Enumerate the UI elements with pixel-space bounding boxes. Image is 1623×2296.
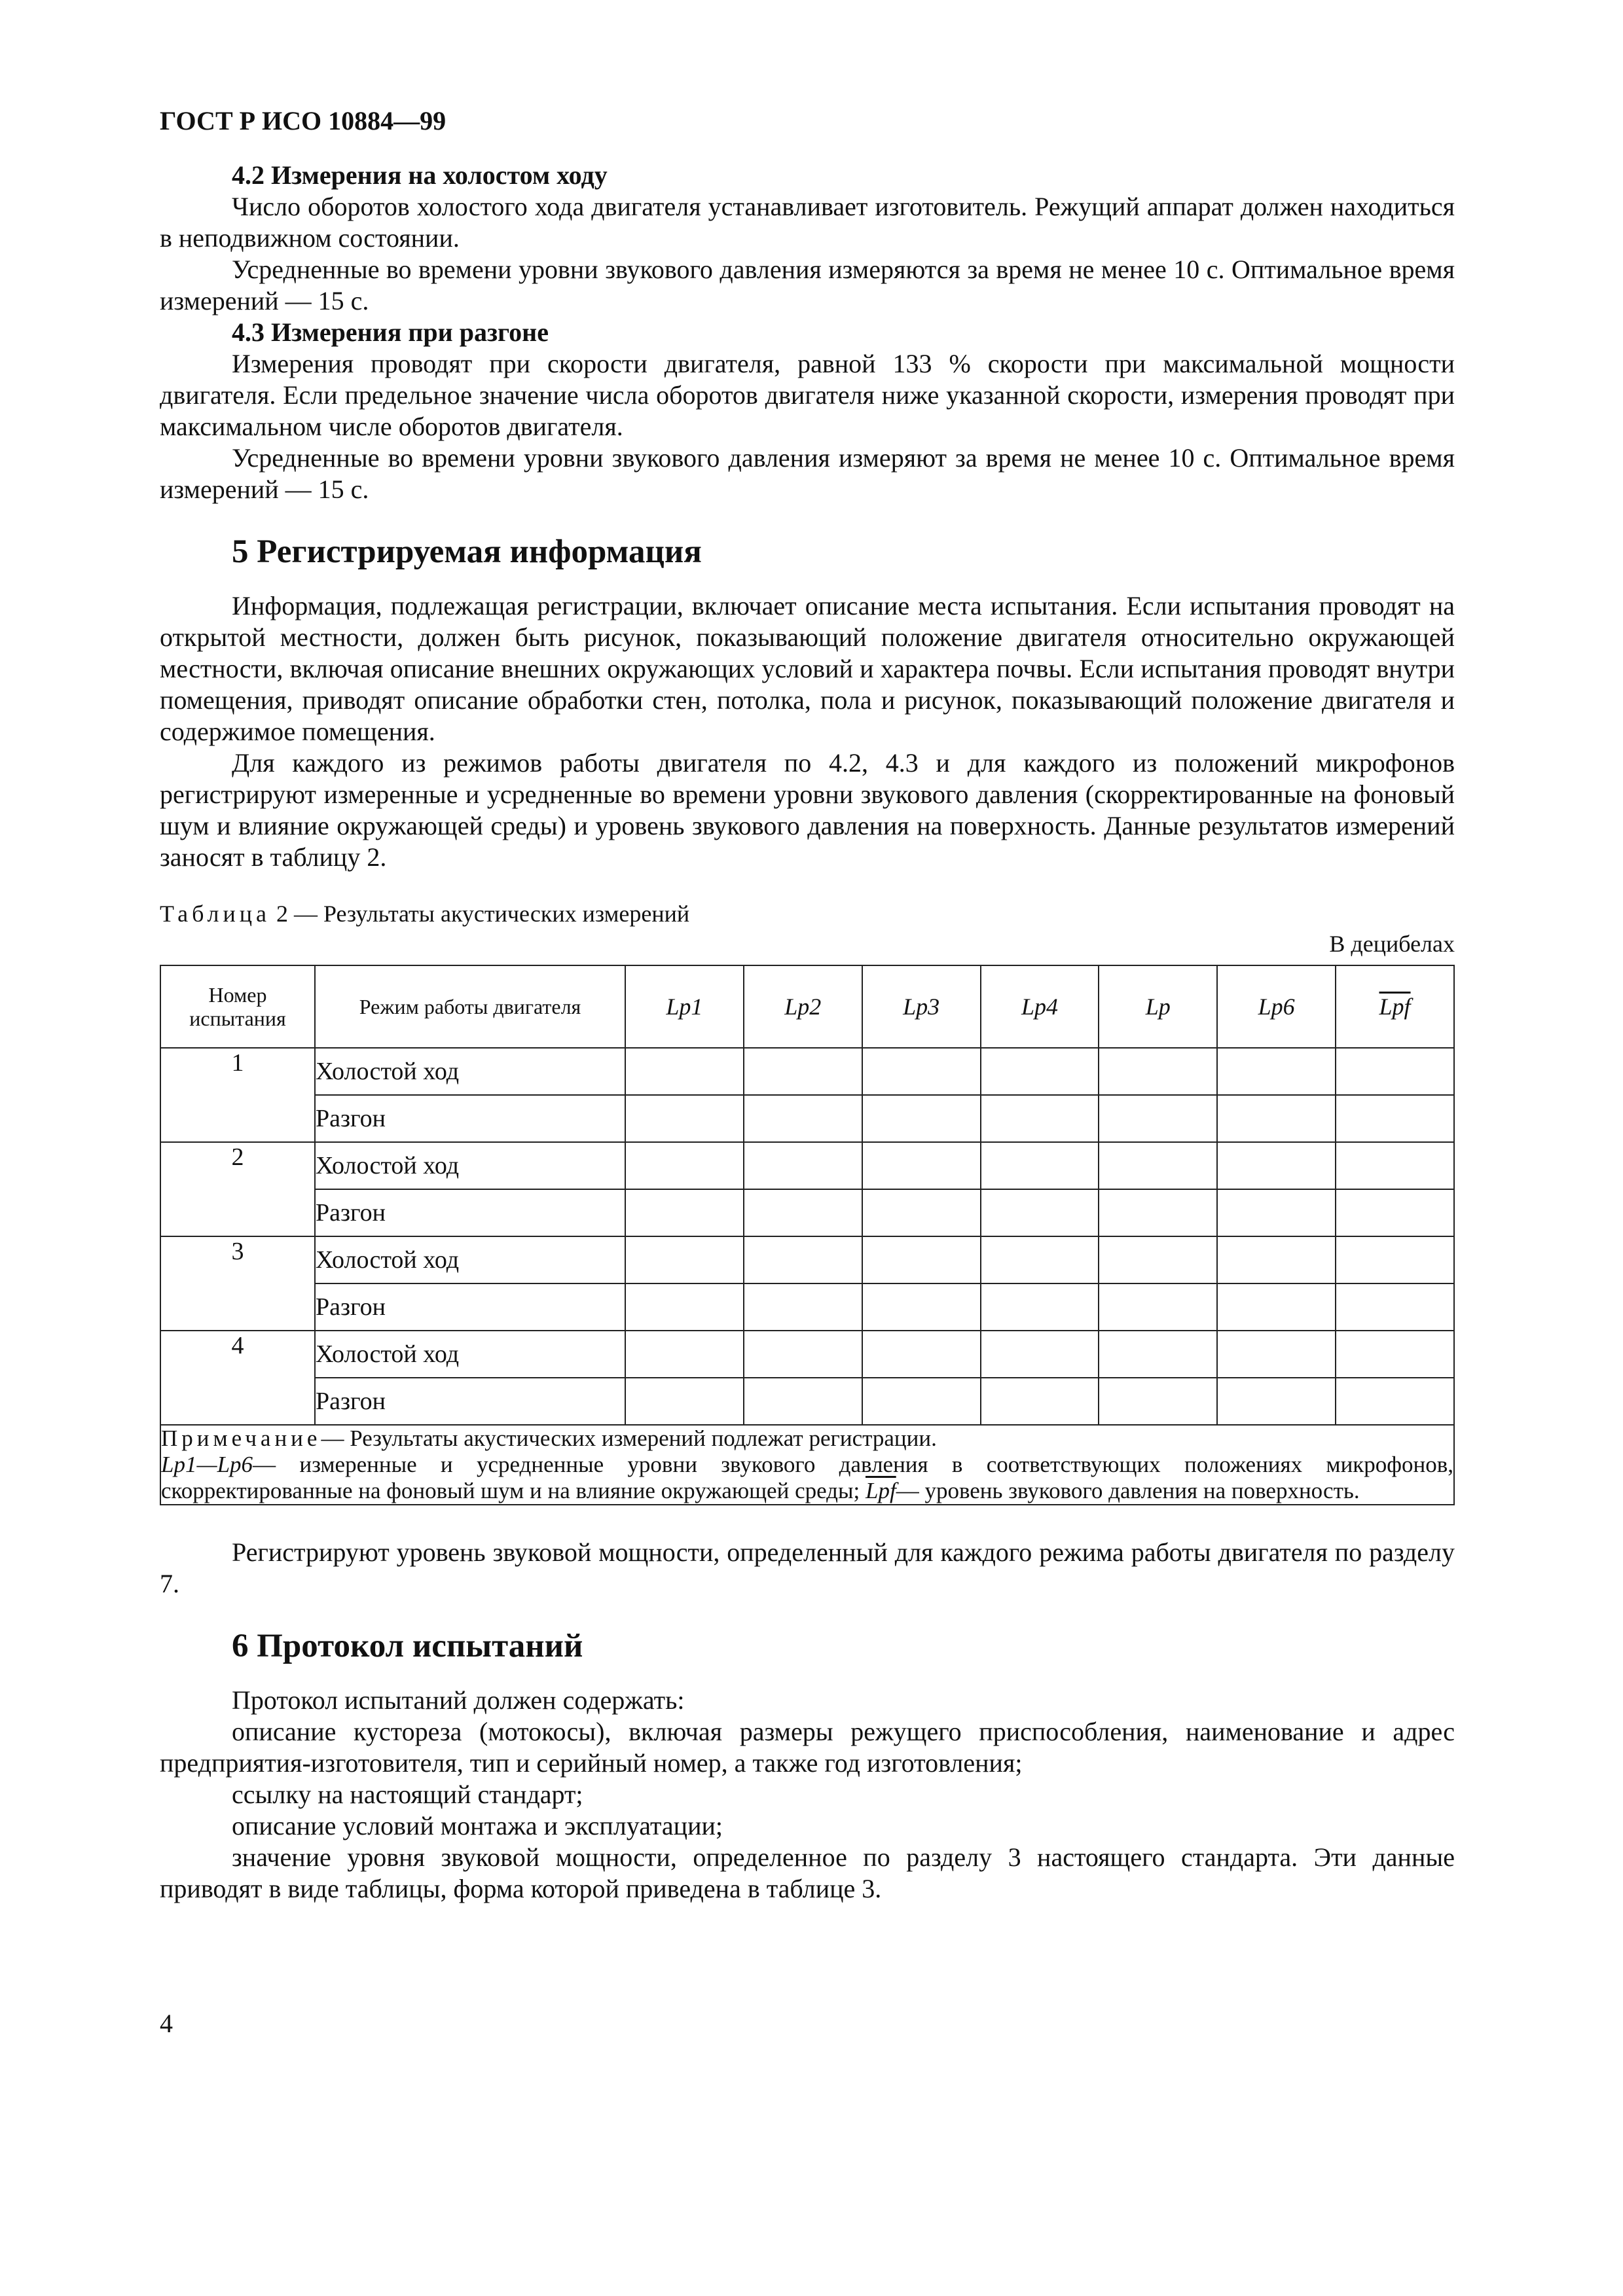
table-row [160,1331,1454,1378]
subsection-4-3-title-text: 4.3 Измерения при разгоне [232,317,549,347]
table-caption-label: Таблица [160,901,270,927]
measurement-cell [981,1095,1099,1142]
measurement-cell [625,1142,744,1189]
table-caption [160,899,1455,928]
header-engine-mode: Режим работы двигателя [315,965,625,1048]
measurement-cell [625,1331,744,1378]
measurement-cell [625,1378,744,1425]
page-number: 4 [160,2009,173,2038]
measurement-cell [862,1331,981,1378]
table-row [160,1236,1454,1283]
note-text-3: — уровень звукового давления на поверхность. [896,1478,1360,1503]
header-lp3: Lp3 [862,965,981,1048]
engine-mode-cell: Разгон [315,1283,625,1331]
header-lpf-text: $\overline{Lpf}$ [1379,994,1411,1020]
header-lp2: Lp2 [744,965,862,1048]
table-units: В децибелах [1329,931,1455,957]
section-5-paragraph-1: Информация, подлежащая регистрации, включает описание места испытания. Если испытания проводят на открытой местности, должен быть рисунок, показывающий положение двигателя относительно окружающей местности, включая описание внешних окружающих условий и характера почвы. Если испытания проводят внутри помещения, приводят описание обработки стен, потолка, пола и рисунок, показывающий положение двигателя и содержимое помещения. [160,591,1455,746]
measurement-cell [862,1189,981,1236]
results-table [160,965,1455,1505]
measurement-cell [981,1283,1099,1331]
document-code: ГОСТ Р ИСО 10884—99 [160,106,447,135]
measurement-cell [1336,1095,1454,1142]
measurement-cell [862,1095,981,1142]
measurement-cell [862,1283,981,1331]
subsection-4-3-title [160,317,1455,348]
measurement-cell [744,1048,862,1095]
test-number-cell: 2 [160,1142,315,1236]
table-row [160,1142,1454,1189]
after-table-paragraph: Регистрируют уровень звуковой мощности, определенный для каждого режима работы двигателя по разделу 7. [160,1537,1455,1598]
table-header-row [160,965,1454,1048]
note-lpf: $\overline{Lpf}$ [865,1478,896,1503]
subsection-4-2-paragraph-2: Усредненные во времени уровни звукового давления измеряются за время не менее 10 с. Оптимальное время измерений — 15 с. [160,255,1455,315]
subsection-4-2-paragraph-1: Число оборотов холостого хода двигателя устанавливает изготовитель. Режущий аппарат должен находиться в неподвижном состоянии. [160,192,1455,253]
header-lp6: Lp6 [1217,965,1336,1048]
measurement-cell [1217,1236,1336,1283]
measurement-cell [1217,1142,1336,1189]
note-text-2: — измеренные и усредненные уровни звукового давления в соответствующих положениях микрофонов, скорректированные на фоновый шум и на влияние окружающей среды; [161,1452,1453,1503]
measurement-cell [1217,1378,1336,1425]
document-page [160,105,1455,1905]
table-row [160,1283,1454,1331]
section-6-item-2: ссылку на настоящий стандарт; [232,1780,583,1809]
engine-mode-cell: Холостой ход [315,1331,625,1378]
header-lp4: Lp4 [981,965,1099,1048]
measurement-cell [625,1189,744,1236]
measurement-cell [744,1378,862,1425]
note-text-1: — Результаты акустических измерений подлежат регистрации. [321,1426,937,1451]
measurement-cell [625,1283,744,1331]
results-table-body [160,1048,1454,1425]
measurement-cell [625,1236,744,1283]
table-note [160,1425,1454,1505]
section-6-intro: Протокол испытаний должен содержать: [232,1685,685,1715]
engine-mode-cell: Разгон [315,1095,625,1142]
table-row [160,1378,1454,1425]
measurement-cell [1099,1189,1217,1236]
measurement-cell [1099,1283,1217,1331]
measurement-cell [625,1048,744,1095]
subsection-4-3-paragraph-1: Измерения проводят при скорости двигателя, равной 133 % скорости при максимальной мощности двигателя. Если предельное значение числа оборотов двигателя ниже указанной скорости, измерения проводят при максимальном числе оборотов двигателя. [160,349,1455,441]
measurement-cell [1099,1048,1217,1095]
section-6-heading: 6 Протокол испытаний [232,1628,583,1664]
measurement-cell [862,1378,981,1425]
section-5-heading: 5 Регистрируемая информация [232,533,702,570]
engine-mode-cell: Разгон [315,1378,625,1425]
engine-mode-cell: Холостой ход [315,1236,625,1283]
measurement-cell [1336,1331,1454,1378]
subsection-4-2-title-text: 4.2 Измерения на холостом ходу [232,160,608,190]
measurement-cell [981,1331,1099,1378]
test-number-cell: 1 [160,1048,315,1142]
test-number-cell: 4 [160,1331,315,1425]
table-row [160,1095,1454,1142]
header-lp: Lp [1099,965,1217,1048]
table-row [160,1048,1454,1095]
measurement-cell [1099,1378,1217,1425]
measurement-cell [744,1236,862,1283]
measurement-cell [1336,1048,1454,1095]
measurement-cell [1336,1283,1454,1331]
measurement-cell [744,1095,862,1142]
section-6-item-3: описание условий монтажа и эксплуатации; [232,1811,723,1840]
header-test-number: Номер испытания [160,965,315,1048]
note-label: Примечание [161,1426,321,1451]
measurement-cell [1217,1048,1336,1095]
table-row [160,1189,1454,1236]
measurement-cell [1217,1331,1336,1378]
measurement-cell [1336,1189,1454,1236]
measurement-cell [1099,1095,1217,1142]
subsection-4-2-title [160,160,1455,191]
measurement-cell [1336,1142,1454,1189]
header-lp1: Lp1 [625,965,744,1048]
measurement-cell [744,1189,862,1236]
section-6-item-1: описание кустореза (мотокосы), включая размеры режущего приспособления, наименование и адрес предприятия-изготовителя, тип и серийный номер, а также год изготовления; [160,1717,1455,1778]
measurement-cell [1099,1142,1217,1189]
section-5-paragraph-2: Для каждого из режимов работы двигателя по 4.2, 4.3 и для каждого из положений микрофонов регистрируют измеренные и усредненные во времени уровни звукового давления (скорректированные на фоновый шум и влияние окружающей среды) и уровень звукового давления на поверхность. Данные результатов измерений заносят в таблицу 2. [160,748,1455,872]
table-caption-text: 2 — Результаты акустических измерений [276,901,690,927]
measurement-cell [862,1142,981,1189]
test-number-cell: 3 [160,1236,315,1331]
subsection-4-3-paragraph-2: Усредненные во времени уровни звукового давления измеряют за время не менее 10 с. Оптимальное время измерений — 15 с. [160,443,1455,504]
measurement-cell [981,1048,1099,1095]
section-6-item-4: значение уровня звуковой мощности, определенное по разделу 3 настоящего стандарта. Эти данные приводят в виде таблицы, форма которой приведена в таблице 3. [160,1842,1455,1903]
header-lpf [1336,965,1454,1048]
engine-mode-cell: Холостой ход [315,1048,625,1095]
measurement-cell [862,1236,981,1283]
measurement-cell [1217,1095,1336,1142]
measurement-cell [981,1378,1099,1425]
note-range: Lp1—Lp6 [161,1452,253,1477]
measurement-cell [1336,1236,1454,1283]
measurement-cell [1217,1189,1336,1236]
measurement-cell [981,1189,1099,1236]
measurement-cell [744,1331,862,1378]
measurement-cell [1099,1331,1217,1378]
engine-mode-cell: Холостой ход [315,1142,625,1189]
measurement-cell [744,1283,862,1331]
measurement-cell [981,1142,1099,1189]
measurement-cell [1099,1236,1217,1283]
engine-mode-cell: Разгон [315,1189,625,1236]
measurement-cell [625,1095,744,1142]
measurement-cell [744,1142,862,1189]
measurement-cell [1336,1378,1454,1425]
measurement-cell [862,1048,981,1095]
table-note-row [160,1425,1454,1505]
measurement-cell [981,1236,1099,1283]
measurement-cell [1217,1283,1336,1331]
